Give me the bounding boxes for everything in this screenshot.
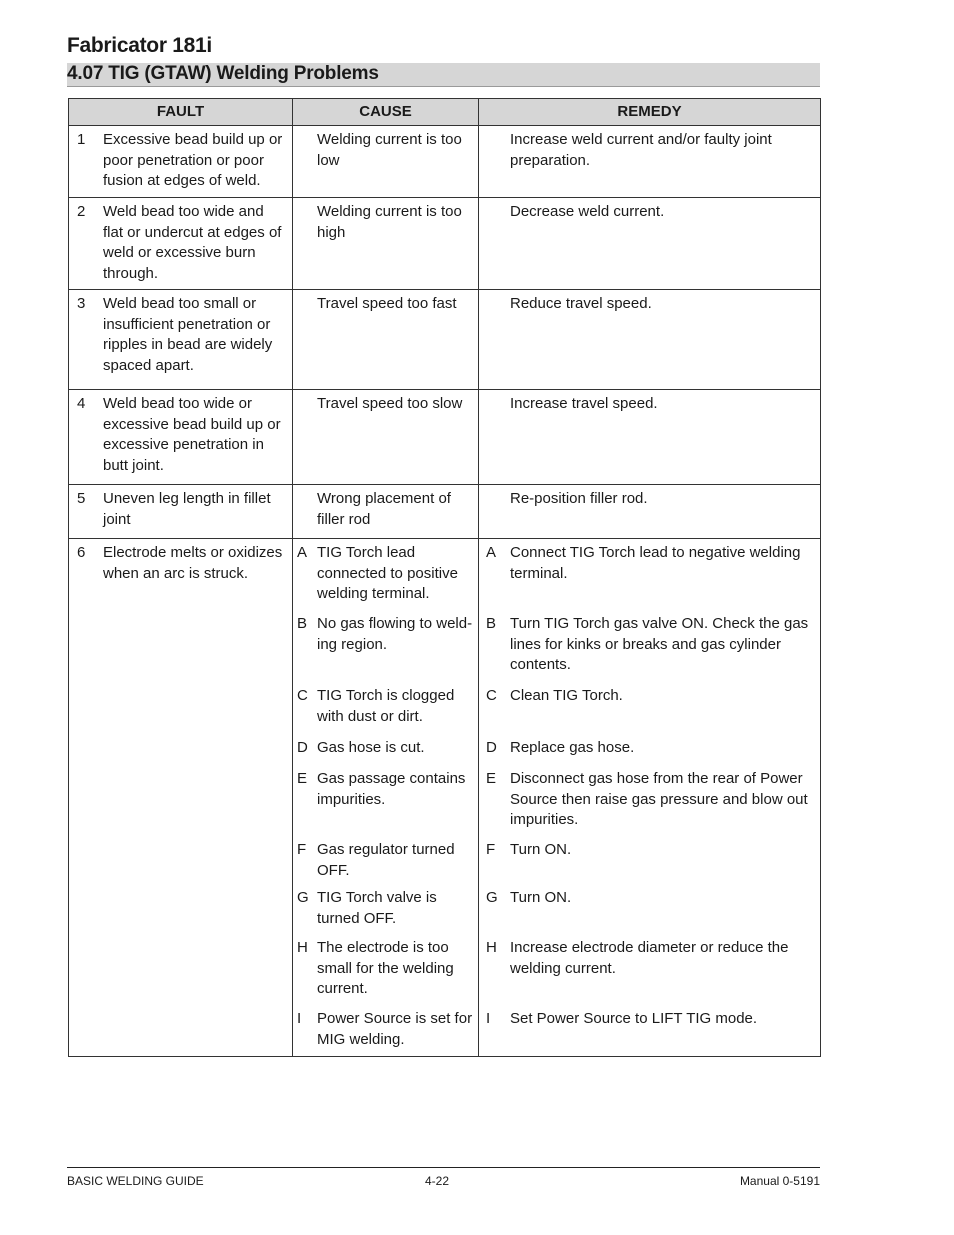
cause-text: Gas passage contains impurities. [317,770,466,808]
cause-text: TIG Torch is clogged with dust or dirt. [317,687,455,725]
cause-text: Welding current is too high [317,203,462,241]
table-row [69,290,821,390]
cause-letter: C [297,687,308,704]
fault-text: Weld bead too wide and flat or undercut at edges of weld or excessive burn through. [103,203,282,282]
table-row [69,198,821,290]
remedy-letter: D [486,739,497,756]
footer-page-number: 4-22 [425,1174,450,1188]
cause-item [293,1005,478,1046]
remedy-cell [479,290,821,390]
remedy-letter: F [486,841,496,858]
cause-text: TIG Torch valve is turned OFF. [317,889,437,927]
remedy-item [479,884,820,934]
remedy-cell [479,126,821,198]
cause-letter: I [297,1010,302,1027]
cause-cell [293,539,479,1057]
remedy-item [479,390,820,415]
fault-cell [69,485,293,539]
fault-cell [69,290,293,390]
cause-item [293,485,478,530]
remedy-letter: H [486,939,497,956]
cause-item [293,734,478,765]
fault-cell [69,390,293,485]
remedy-item [479,836,820,884]
remedy-item [479,765,820,836]
section-title: 4.07 TIG (GTAW) Welding Problems [67,63,379,84]
cause-text: Travel speed too fast [317,295,457,312]
remedy-letter: A [486,544,497,561]
cause-item [293,290,478,315]
remedy-text: Set Power Source to LIFT TIG mode. [510,1010,758,1027]
fault-text: Weld bead too small or insufficient penetration or ripples in bead are widely spaced apart. [103,295,273,374]
table-header-row [69,99,821,126]
remedy-item [479,682,820,734]
remedy-letter: C [486,687,497,704]
cause-cell [293,390,479,485]
cause-text: Travel speed too slow [317,395,463,412]
remedy-text: Turn ON. [510,889,572,906]
footer-guide-title: BASIC WELDING GUIDE [67,1174,204,1188]
cause-letter: D [297,739,308,756]
cause-item [293,934,478,1005]
remedy-cell [479,390,821,485]
remedy-text: Increase travel speed. [510,395,658,412]
column-header-remedy: REMEDY [479,99,821,126]
cause-cell [293,290,479,390]
cause-item [293,610,478,682]
remedy-text: Turn ON. [510,841,572,858]
remedy-item [479,126,820,171]
remedy-item [479,539,820,610]
cause-item [293,126,478,171]
table-row [69,126,821,198]
cause-cell [293,485,479,539]
remedy-text: Disconnect gas hose from the rear of Power Source then raise gas pressure and blow out impurities. [510,770,808,828]
remedy-text: Turn TIG Torch gas valve ON. Check the gas lines for kinks or breaks and gas cylinder contents. [510,615,809,673]
table-body [69,126,821,1057]
fault-text: Weld bead too wide or excessive bead build up or excessive penetration in butt joint. [103,395,281,474]
remedy-item [479,934,820,1005]
cause-letter: B [297,615,308,632]
cause-item [293,539,478,610]
remedy-text: Connect TIG Torch lead to negative welding terminal. [510,544,801,582]
fault-cell [69,539,293,1057]
product-title: Fabricator 181i [67,34,212,57]
cause-letter: A [297,544,308,561]
cause-letter: E [297,770,308,787]
cause-letter: F [297,841,307,858]
remedy-cell [479,485,821,539]
cause-text: Gas regulator turned OFF. [317,841,455,879]
table-row [69,539,821,1057]
footer-manual-number: Manual 0-5191 [739,1174,820,1188]
remedy-letter: E [486,770,497,787]
cause-text: No gas flowing to weld-ing region. [317,615,473,653]
fault-text: Electrode melts or oxidizes when an arc is struck. [103,544,283,582]
remedy-item [479,734,820,765]
remedy-text: Reduce travel speed. [510,295,652,312]
fault-number: 3 [77,295,86,312]
cause-item [293,390,478,415]
remedy-item [479,610,820,682]
cause-item [293,836,478,884]
column-header-fault: FAULT [69,99,293,126]
table-row [69,390,821,485]
table-row [69,485,821,539]
cause-text: Wrong placement of filler rod [317,490,451,528]
remedy-letter: I [486,1010,491,1027]
cause-cell [293,126,479,198]
fault-cell [69,126,293,198]
cause-text: Power Source is set for MIG welding. [317,1010,473,1048]
section-header-bar [67,63,820,87]
cause-text: The electrode is too small for the welding current. [317,939,454,997]
cause-letter: H [297,939,308,956]
remedy-item [479,1005,820,1046]
remedy-text: Decrease weld current. [510,203,665,220]
remedy-item [479,198,820,223]
cause-text: TIG Torch lead connected to positive welding terminal. [317,544,458,602]
cause-item [293,884,478,934]
fault-text: Excessive bead build up or poor penetration or poor fusion at edges of weld. [103,131,283,189]
fault-number: 2 [77,203,86,220]
remedy-text: Re-position filler rod. [510,490,648,507]
remedy-letter: B [486,615,497,632]
fault-number: 4 [77,395,86,412]
remedy-text: Clean TIG Torch. [510,687,623,704]
fault-cell [69,198,293,290]
cause-item [293,765,478,836]
fault-text: Uneven leg length in fillet joint [103,490,271,528]
cause-item [293,198,478,243]
cause-item [293,682,478,734]
footer-divider [67,1167,820,1168]
cause-text: Welding current is too low [317,131,462,169]
fault-number: 6 [77,544,86,561]
remedy-letter: G [486,889,498,906]
cause-letter: G [297,889,309,906]
fault-number: 5 [77,490,86,507]
column-header-cause: CAUSE [293,99,479,126]
troubleshooting-table [68,98,821,1057]
remedy-text: Replace gas hose. [510,739,635,756]
remedy-cell [479,539,821,1057]
cause-cell [293,198,479,290]
cause-text: Gas hose is cut. [317,739,425,756]
remedy-item [479,485,820,510]
remedy-text: Increase electrode diameter or reduce the welding current. [510,939,789,977]
fault-number: 1 [77,131,86,148]
remedy-cell [479,198,821,290]
remedy-item [479,290,820,315]
remedy-text: Increase weld current and/or faulty joint preparation. [510,131,772,169]
